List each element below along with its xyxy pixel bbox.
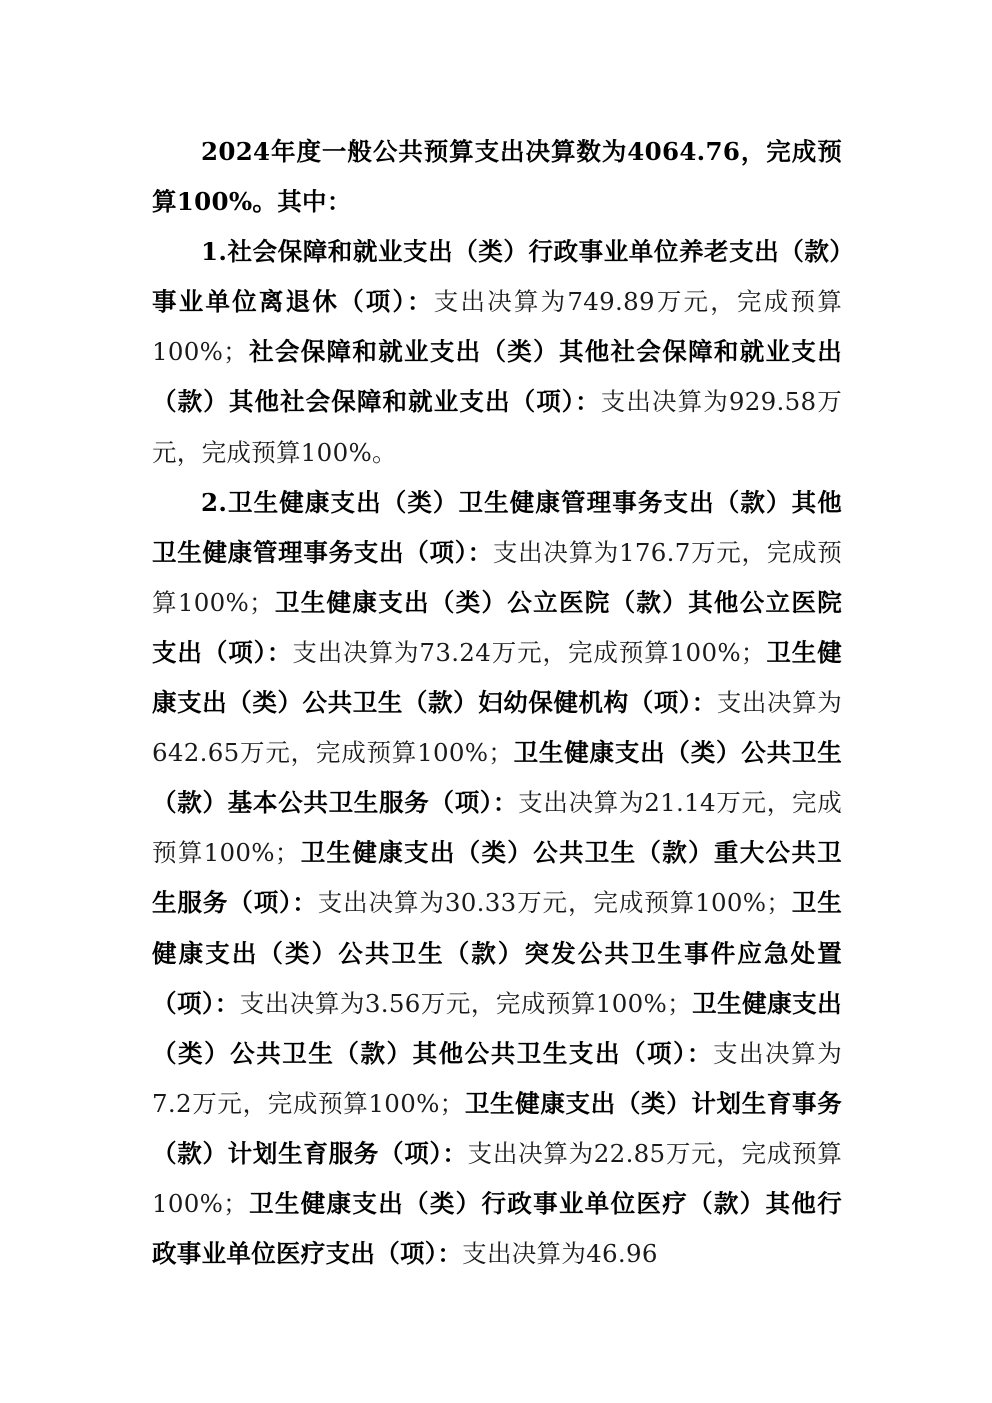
- section-2-item-1-amount: 支出决算为176.7万元，完成预算100%；: [152, 537, 842, 617]
- section-2-item-4-amount: 支出决算为21.14万元，完成预算100%；: [152, 788, 843, 868]
- section-2-item-5-category: 卫生健康支出（类）公共卫生（款）重大公共卫生服务（项）：: [152, 838, 842, 918]
- section-2-paragraph: [152, 478, 842, 1280]
- document-page: [152, 127, 842, 1279]
- section-2-item-6-category: 卫生健康支出（类）公共卫生（款）突发公共卫生事件应急处置（项）：: [152, 888, 842, 1018]
- section-2-item-2-category: 卫生健康支出（类）公立医院（款）其他公立医院支出（项）：: [152, 587, 842, 667]
- intro-paragraph: [152, 127, 842, 227]
- section-2-item-7-category: 卫生健康支出（类）公共卫生（款）其他公共卫生支出（项）：: [152, 988, 842, 1068]
- intro-summary-text: 2024年度一般公共预算支出决算数为4064.76，完成预算100%。其中：: [152, 137, 842, 217]
- section-2-item-1-category: 2.卫生健康支出（类）卫生健康管理事务支出（款）其他卫生健康管理事务支出（项）：: [152, 487, 842, 567]
- section-2-item-7-amount: 支出决算为7.2万元，完成预算100%；: [152, 1038, 842, 1118]
- section-1-item-2-amount: 支出决算为929.58万元，完成预算100%。: [152, 387, 843, 467]
- section-2-item-2-amount: 支出决算为73.24万元，完成预算100%；: [292, 637, 766, 667]
- section-1-item-1-category: 1.社会保障和就业支出（类）行政事业单位养老支出（款）事业单位离退休（项）：: [152, 237, 842, 317]
- section-1-item-2-category: 社会保障和就业支出（类）其他社会保障和就业支出（款）其他社会保障和就业支出（项）：: [152, 337, 842, 417]
- section-1-item-1-amount: 支出决算为749.89万元，完成预算100%；: [152, 287, 842, 367]
- section-2-item-9-category: 卫生健康支出（类）行政事业单位医疗（款）其他行政事业单位医疗支出（项）：: [152, 1188, 842, 1269]
- section-2-item-3-category: 卫生健康支出（类）公共卫生（款）妇幼保健机构（项）：: [152, 637, 842, 718]
- section-2-item-3-amount: 支出决算为642.65万元，完成预算100%；: [152, 688, 843, 768]
- section-2-item-8-amount: 支出决算为22.85万元，完成预算100%；: [152, 1138, 842, 1218]
- section-2-item-4-category: 卫生健康支出（类）公共卫生（款）基本公共卫生服务（项）：: [152, 738, 842, 818]
- section-2-item-5-amount: 支出决算为30.33万元，完成预算100%；: [317, 888, 792, 918]
- section-2-item-9-amount: 支出决算为46.96: [462, 1239, 658, 1269]
- section-1-paragraph: [152, 227, 842, 477]
- section-2-item-8-category: 卫生健康支出（类）计划生育事务（款）计划生育服务（项）：: [152, 1088, 843, 1168]
- section-2-item-6-amount: 支出决算为3.56万元，完成预算100%；: [239, 988, 692, 1018]
